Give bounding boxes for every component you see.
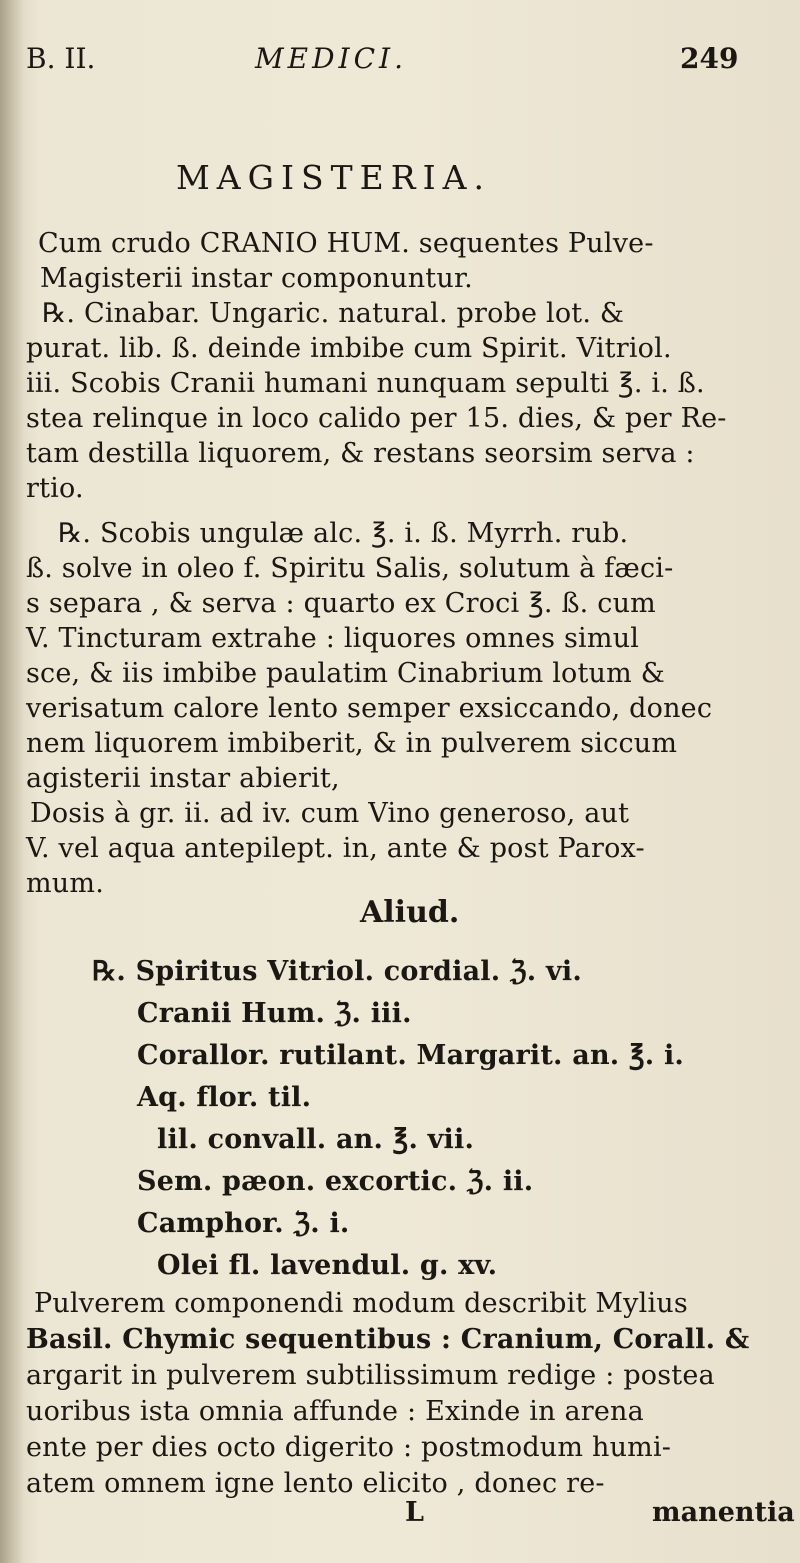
- recipe-line: lil. convall. an. ℥. vii.: [157, 1124, 475, 1155]
- text-line: ℞. Scobis ungulæ alc. ℥. i. ß. Myrrh. rub.: [58, 518, 629, 549]
- recipe-line: ℞. Spiritus Vitriol. cordial. ℨ. vi.: [92, 956, 582, 987]
- text-line: s separa , & serva : quarto ex Croci ℥. ß. cum: [26, 588, 656, 619]
- recipe-line: Camphor. ℨ. i.: [137, 1208, 350, 1239]
- recipe-line: Aq. flor. til.: [137, 1082, 312, 1113]
- text-line: Dosis à gr. ii. ad iv. cum Vino generoso, aut: [30, 798, 630, 829]
- recipe-line: Cranii Hum. ℨ. iii.: [137, 998, 412, 1029]
- text-line: rtio.: [26, 473, 84, 504]
- recipe-line: Olei fl. lavendul. g. xv.: [157, 1250, 498, 1281]
- text-line: verisatum calore lento semper exsiccando, donec: [26, 693, 713, 724]
- text-line: argarit in pulverem subtilissimum redige : postea: [26, 1360, 715, 1391]
- signature-mark: L: [405, 1497, 424, 1528]
- text-line: ℞. Cinabar. Ungaric. natural. probe lot. &: [42, 298, 625, 329]
- text-line: ß. solve in oleo f. Spiritu Salis, solutum à fæci-: [26, 553, 674, 584]
- text-line: tam destilla liquorem, & restans seorsim serva :: [26, 438, 695, 469]
- text-line: purat. lib. ß. deinde imbibe cum Spirit. Vitriol.: [26, 333, 672, 364]
- running-head-title: MEDICI.: [255, 42, 408, 75]
- page-gutter: [0, 0, 24, 1563]
- text-line: Magisterii instar componuntur.: [40, 263, 473, 294]
- running-head-left: B. II.: [26, 42, 96, 75]
- text-line: nem liquorem imbiberit, & in pulverem siccum: [26, 728, 678, 759]
- recipe-line: Corallor. rutilant. Margarit. an. ℥. i.: [137, 1040, 685, 1071]
- subsection-title: Aliud.: [360, 895, 460, 930]
- text-line: atem omnem igne lento elicito , donec re-: [26, 1468, 605, 1499]
- text-line: Cum crudo CRANIO HUM. sequentes Pulve-: [38, 228, 654, 259]
- text-line: agisterii instar abierit,: [26, 763, 340, 794]
- text-line: V. Tincturam extrahe : liquores omnes simul: [26, 623, 640, 654]
- text-line: mum.: [26, 868, 104, 899]
- text-line: iii. Scobis Cranii humani nunquam sepulti ℥. i. ß.: [26, 368, 705, 399]
- text-line: stea relinque in loco calido per 15. dies, & per Re-: [26, 403, 727, 434]
- text-line: Pulverem componendi modum describit Mylius: [34, 1288, 688, 1319]
- text-line: ente per dies octo digerito : postmodum humi-: [26, 1432, 672, 1463]
- page-number: 249: [680, 42, 739, 75]
- catchword: manentia: [652, 1497, 795, 1528]
- recipe-line: Sem. pæon. excortic. ℨ. ii.: [137, 1166, 534, 1197]
- section-title: MAGISTERIA.: [176, 158, 491, 197]
- text-line: V. vel aqua antepilept. in, ante & post Parox-: [26, 833, 645, 864]
- text-line: uoribus ista omnia affunde : Exinde in arena: [26, 1396, 644, 1427]
- text-line: Basil. Chymic sequentibus : Cranium, Corall. &: [26, 1324, 750, 1355]
- text-line: sce, & iis imbibe paulatim Cinabrium lotum &: [26, 658, 665, 689]
